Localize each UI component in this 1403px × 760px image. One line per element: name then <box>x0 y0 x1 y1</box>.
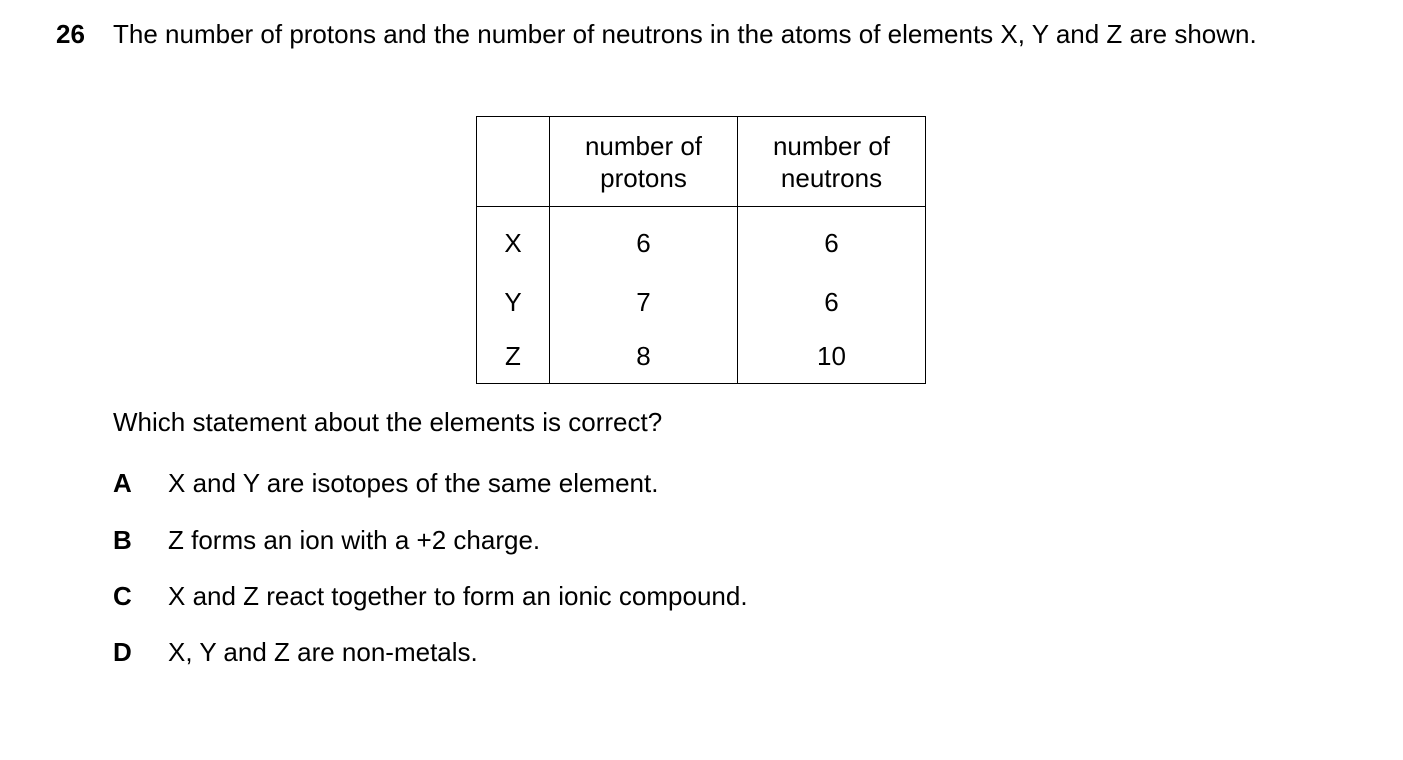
option-a[interactable] <box>113 467 658 500</box>
neutrons-cell: 6 <box>738 275 926 329</box>
data-table <box>476 116 926 384</box>
question-prompt: Which statement about the elements is correct? <box>113 407 663 437</box>
neutrons-cell: 10 <box>738 329 926 384</box>
protons-cell: 7 <box>550 275 738 329</box>
neutrons-cell: 6 <box>738 207 926 276</box>
table-header-row <box>477 117 926 207</box>
table-row <box>477 329 926 384</box>
option-text: X, Y and Z are non-metals. <box>168 637 478 667</box>
header-protons: number of protons <box>550 117 738 207</box>
option-text: Z forms an ion with a +2 charge. <box>168 525 541 555</box>
protons-cell: 8 <box>550 329 738 384</box>
element-cell: X <box>477 207 550 276</box>
element-cell: Y <box>477 275 550 329</box>
option-text: X and Y are isotopes of the same element. <box>168 468 659 498</box>
option-text: X and Z react together to form an ionic compound. <box>168 581 748 611</box>
option-letter: D <box>113 637 132 667</box>
option-b[interactable] <box>113 524 540 557</box>
question-number: 26 <box>56 19 85 49</box>
option-d[interactable] <box>113 636 478 669</box>
question-stem: The number of protons and the number of neutrons in the atoms of elements X, Y and Z are shown. <box>113 19 1257 49</box>
table-row <box>477 207 926 276</box>
header-neutrons: number of neutrons <box>738 117 926 207</box>
header-blank <box>477 117 550 207</box>
option-letter: A <box>113 468 132 498</box>
option-letter: B <box>113 525 132 555</box>
option-letter: C <box>113 581 132 611</box>
option-c[interactable] <box>113 580 748 613</box>
protons-cell: 6 <box>550 207 738 276</box>
table-row <box>477 275 926 329</box>
element-cell: Z <box>477 329 550 384</box>
